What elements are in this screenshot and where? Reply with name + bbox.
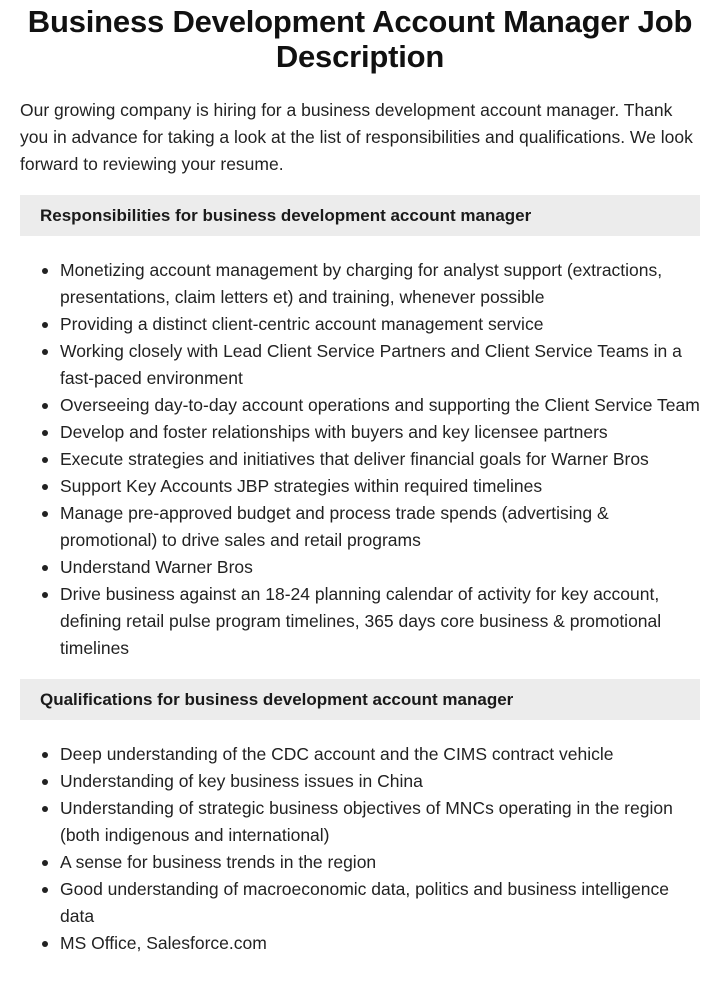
- list-item: [20, 795, 700, 849]
- bullet-icon: [42, 752, 48, 758]
- list-item-text: Good understanding of macroeconomic data, politics and business intelligence data: [60, 879, 669, 926]
- list-item-text: Overseeing day-to-day account operations and supporting the Client Service Team: [60, 395, 700, 415]
- bullet-icon: [42, 887, 48, 893]
- list-item: [20, 849, 700, 876]
- intro-paragraph: Our growing company is hiring for a business development account manager. Thank you in advance for taking a look at the list of responsibilities and qualifications. We look forward to reviewing your resume.: [20, 100, 693, 174]
- list-item: [20, 419, 700, 446]
- list-item-text: Support Key Accounts JBP strategies within required timelines: [60, 476, 543, 496]
- list-item: [20, 768, 700, 795]
- bullet-icon: [42, 779, 48, 785]
- list-item-text: Monetizing account management by charging for analyst support (extractions, presentations, claim letters et) and training, whenever possible: [60, 260, 663, 307]
- list-item: [20, 741, 700, 768]
- list-item: [20, 446, 700, 473]
- bullet-icon: [42, 592, 48, 598]
- list-item-text: Understanding of key business issues in China: [60, 771, 423, 791]
- list-item-text: Deep understanding of the CDC account and the CIMS contract vehicle: [60, 744, 614, 764]
- list-item-text: Develop and foster relationships with buyers and key licensee partners: [60, 422, 608, 442]
- responsibilities-heading: Responsibilities for business development account manager: [20, 195, 700, 236]
- list-item-text: Drive business against an 18-24 planning calendar of activity for key account, defining retail pulse program timelines, 365 days core business & promotional timelines: [60, 584, 662, 658]
- list-item: [20, 338, 700, 392]
- list-item: [20, 500, 700, 554]
- list-item: [20, 930, 700, 957]
- bullet-icon: [42, 484, 48, 490]
- list-item-text: Providing a distinct client-centric account management service: [60, 314, 544, 334]
- list-item: [20, 876, 700, 930]
- list-item: [20, 392, 700, 419]
- bullet-icon: [42, 511, 48, 517]
- qualifications-heading: Qualifications for business development account manager: [20, 679, 700, 720]
- responsibilities-list: [20, 257, 700, 662]
- qualifications-list: [20, 741, 700, 957]
- list-item-text: Execute strategies and initiatives that deliver financial goals for Warner Bros: [60, 449, 649, 469]
- list-item-text: Working closely with Lead Client Service Partners and Client Service Teams in a fast-paced environment: [60, 341, 682, 388]
- bullet-icon: [42, 268, 48, 274]
- list-item: [20, 473, 700, 500]
- list-item: [20, 581, 700, 662]
- bullet-icon: [42, 349, 48, 355]
- list-item-text: Understanding of strategic business objectives of MNCs operating in the region (both indigenous and international): [60, 798, 673, 845]
- bullet-icon: [42, 403, 48, 409]
- bullet-icon: [42, 457, 48, 463]
- bullet-icon: [42, 565, 48, 571]
- list-item-text: MS Office, Salesforce.com: [60, 933, 267, 953]
- bullet-icon: [42, 806, 48, 812]
- page-title: Business Development Account Manager Job Description: [27, 4, 693, 74]
- list-item: [20, 311, 700, 338]
- list-item-text: Understand Warner Bros: [60, 557, 253, 577]
- list-item-text: A sense for business trends in the region: [60, 852, 377, 872]
- list-item: [20, 257, 700, 311]
- bullet-icon: [42, 430, 48, 436]
- list-item-text: Manage pre-approved budget and process trade spends (advertising & promotional) to drive sales and retail programs: [60, 503, 609, 550]
- bullet-icon: [42, 860, 48, 866]
- bullet-icon: [42, 941, 48, 947]
- list-item: [20, 554, 700, 581]
- bullet-icon: [42, 322, 48, 328]
